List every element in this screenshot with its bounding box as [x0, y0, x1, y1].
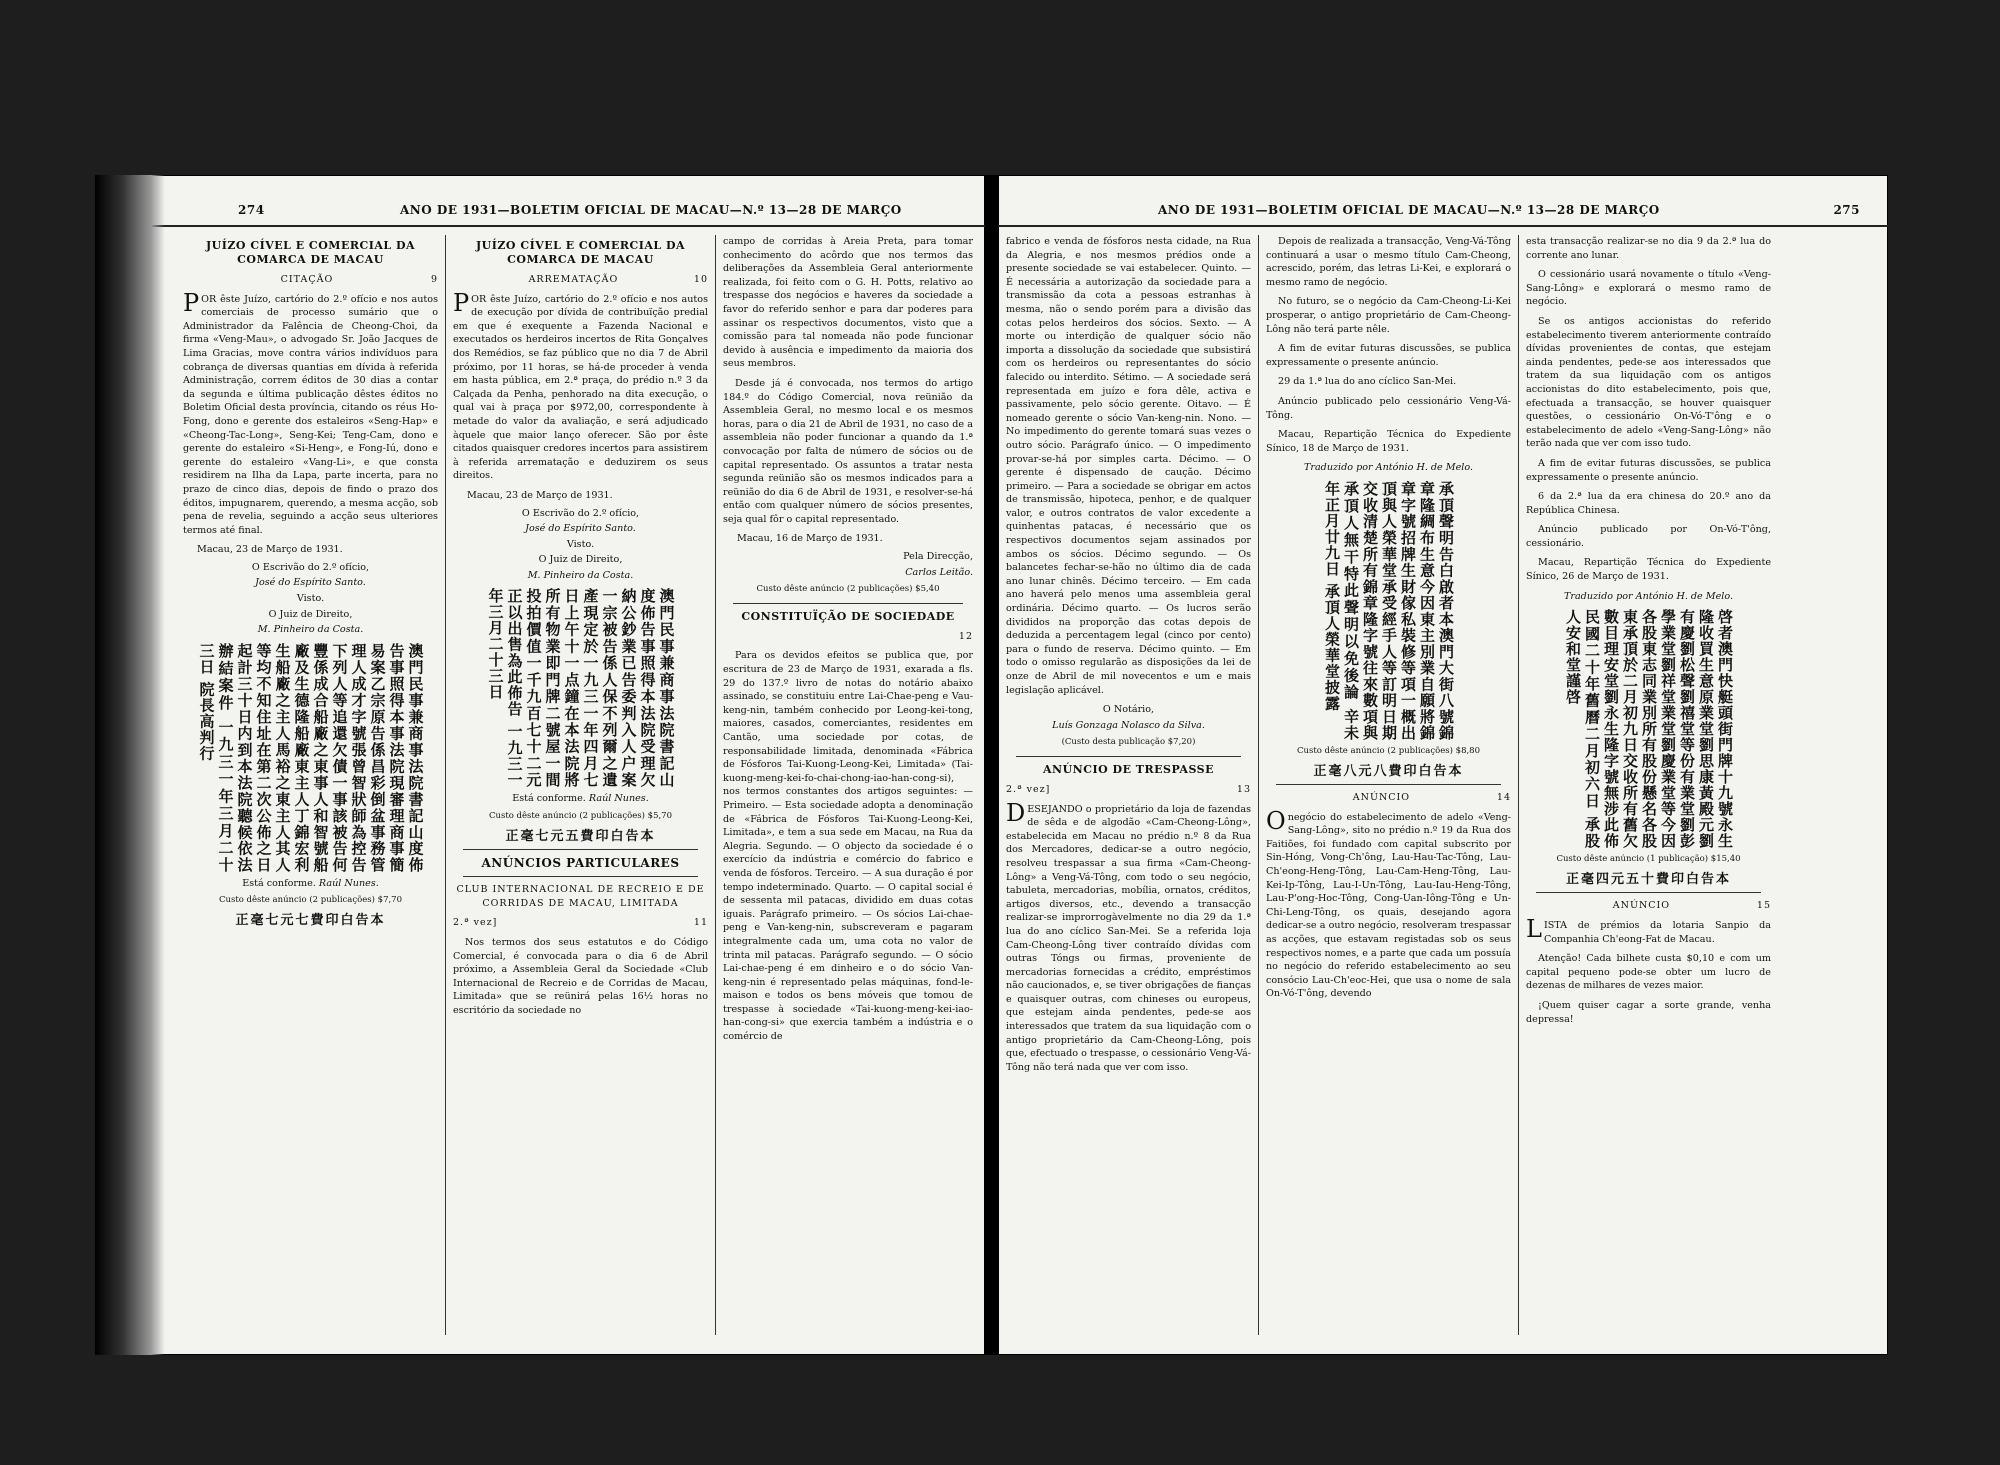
- cost-chinese: 正毫七元七費印白告本: [235, 913, 386, 929]
- lunar-date: 6 da 2.ª lua da era chinesa do 20.º ano da República Chinesa.: [1526, 491, 1771, 516]
- translator: Traduzido por António H. de Melo.: [1563, 590, 1734, 602]
- anuncio-body-cont: esta transacção realizar-se no dia 9 da 2.ª lua do corrente ano lunar.: [1526, 236, 1771, 261]
- right-page-number: 275: [1833, 203, 1860, 217]
- book-gutter: [985, 175, 998, 1355]
- left-page: [95, 175, 985, 1355]
- published-by: Anúncio publicado por On-Vó-T'ông, cessionário.: [1526, 524, 1771, 549]
- divider: [1016, 756, 1241, 757]
- anuncio-title: ANÚNCIO 14: [1352, 792, 1511, 804]
- trespasse-title: ANÚNCIO DE TRESPASSE: [1043, 762, 1214, 776]
- trespasse-body-4: A fim de evitar futuras discussões, se publica expressamente o presente anúncio.: [1266, 343, 1511, 368]
- divider: [1536, 892, 1761, 893]
- translator: Traduzido por António H. de Melo.: [1303, 462, 1474, 474]
- section-title: JUÍZO CÍVEL E COMERCIAL DA COMARCA DE MACAU: [205, 239, 416, 266]
- lottery-question: ¡Quem quiser cagar a sorte grande, venha depressa!: [1526, 1000, 1771, 1025]
- left-col-2: [453, 235, 708, 1345]
- repartition: Macau, Repartição Técnica do Expediente Sínico, 18 de Março de 1931.: [1266, 429, 1511, 454]
- right-col-2: [1266, 235, 1511, 1345]
- constitution-title: CONSTITUÏÇÃO DE SOCIEDADE: [741, 609, 955, 623]
- cost-note: Custo dêste anúncio (2 publicações) $5,70: [488, 811, 672, 822]
- visto: Visto.: [566, 538, 595, 550]
- anuncio-body-3: Se os antigos accionistas do referido estabelecimento tiverem anteriormente contraído dívidas provenientes de contas, que estejam ainda pendentes, pede-se aos interessados que tratem da sua liquidação com os antigos accionistas do dito estabelecimento, pois que, efectuada a transacção, se houver quaisquer questões, o cessionário On-Vó-T'ông e o estabelecimento de adelo «Veng-Sang-Lông» não terão nada que ver com isso tudo.: [1526, 315, 1771, 450]
- date-line: Macau, 23 de Março de 1931.: [197, 544, 343, 556]
- right-page-header-title: ANO DE 1931—BOLETIM OFICIAL DE MACAU—N.º 13—28 DE MARÇO: [1158, 203, 1660, 217]
- chinese-notice: 澳門民事兼商事法院書記山度佈告事照得本法院受理欠納公鈔業已告委判入人户案一宗被告係人保不列爾之遺產現定於一九三一年四月七日上午十一点鐘在本法院將所有物業即門牌二號屋一間投拍價值一千九百七十二元正以出售為此佈告 一九三一年三月二十三日: [486, 588, 676, 789]
- divider: [463, 876, 698, 877]
- notary-title: O Notário,: [1102, 704, 1155, 716]
- constitution-body: Para os devidos efeitos se publica que, por escritura de 23 de Março de 1931, exarada a fls. 29 do 137.º livro de notas do notário abaixo assinado, se constituiu entre Lai-Chae-peng e Vau-keng-nin, também conhecido por Leong-kei-tong, maiores, casados, comerciantes, residentes em Cantão, uma sociedade por cotas, de responsabilidade limitada, denominada «Fábrica de Fósforos Tai-Kuong-Leong-Kei, Limitada» (Tai-kuong-meng-kei-fo-chai-chong-iao-han-cong-si), nos termos constantes dos artigos seguintes: — Primeiro. — Esta sociedade adopta a denominação de «Fábrica de Fósforos Tai-Kuong-Leong-Kei, Limitada», e tem a sua sede em Macau, na Rua da Alegria. Segundo. — O objecto da sociedade é o exercício da indústria e comércio do fabrico e venda de fósforos. Terceiro. — A sua duração é por tempo indeterminado. Quarto. — O capital social é de sessenta mil patacas, dividido em duas cotas iguais. Parágrafo primeiro. — Os sócios Lai-chae-peng e Van-keng-nin, subscreveram e pagaram integralmente cada um, uma cota no valor de trinta mil patacas. Parágrafo segundo. — O sócio Lai-chae-peng é em dinheiro e o do sócio Van-keng-nin é representado pelas máquinas, fond-le-maison e todos os bens móveis que tomou de trespasse à sociedade «Tai-kuong-meng-kei-iao-han-cong-si» que exercia também a indústria e o comércio de: [723, 650, 973, 1043]
- conform-line: Está conforme. Raúl Nunes.: [512, 793, 649, 805]
- clerk-name: José do Espírito Santo.: [525, 523, 636, 535]
- lottery-body: LISTA de prémios da lotaria Sanpio da Companhia Ch'eong-Fat de Macau.: [1526, 915, 1771, 945]
- right-col-1: [1006, 235, 1251, 1345]
- column-rule: [1518, 235, 1519, 1335]
- notary-name: Luís Gonzaga Nolasco da Silva.: [1052, 719, 1205, 731]
- anuncio-body-4: A fim de evitar futuras discussões, se publica expressamente o presente anúncio.: [1526, 457, 1771, 483]
- section-subtitle: ARREMATAÇÃO 10: [528, 274, 708, 285]
- right-page: [998, 175, 1888, 1355]
- book-edge-shadow: [95, 175, 165, 1355]
- cost-chinese: 正毫七元五費印白告本: [505, 828, 656, 844]
- chinese-notice: 澳門民事兼商事法院書記山度佈告事照得本事法院現審理商事簡易案乙宗原告係昌彩倒盆事務管理人成才字號張曾智狀師為控告下列人等追還欠債一事該被告何豐係成合船廠之東事人和智號船廠及生德隆船廠東主人丁錦宏利生船廠之主人馬裕之東主人其人等均不知住址在第二次公佈之日起計三十日内到本法院聽候依法辦結案件 一九三一年三月二十三日 院長高判行: [197, 642, 425, 873]
- anuncio-body-2: O cessionário usará novamente o título «Veng-Sang-Lông» e explorará o mesmo ramo de negócio.: [1526, 269, 1771, 308]
- lottery-attention: Atenção! Cada bilhete custa $0,10 e com um capital pequeno pode-se obter um lucro de dezenas de milhares de vezes maior.: [1526, 953, 1771, 992]
- cost-note: Custo dêste anúncio (2 publicações) $7,70: [218, 895, 402, 906]
- cost-note: Custo dêste anúncio (1 publicação) $15,40: [1556, 854, 1741, 865]
- club-body-2: Desde já é convocada, nos termos do artigo 184.º do Código Comercial, nova reünião da Assembleia Geral, no mesmo local e os mesmos horas, para o dia 21 de Abril de 1931, no caso de a assembleia não poder funcionar a quando da 1.ª convocação por falta de número de sócios ou de capital representado. Os assuntos a tratar nesta segunda reünião são os mesmos indicados para a reünião do dia 6 de Abril de 1931, e resolver-se-há então com qualquer número de sócios presentes, seja qual fôr o capital representado.: [723, 377, 973, 525]
- cost-note: (Custo desta publicação $7,20): [1061, 737, 1196, 748]
- ads-title: ANÚNCIOS PARTICULARES: [481, 856, 680, 871]
- date-line: Macau, 23 de Março de 1931.: [467, 489, 613, 501]
- constitution-body-cont: fabrico e venda de fósforos nesta cidade, na Rua da Alegria, e nos mesmos prédios onde a presente sociedade se vai estabelecer. Quinto. — É necessária a autorização da sociedade para a transmissão da cota a pessoas estranhas à mesma, não o sendo porém para a divisão das cotas pelos herdeiros dos sócios. Sexto. — A morte ou interdição de qualquer sócio não importa a dissolução da sociedade que subsistirá com os herdeiros ou representantes do sócio falecido ou interdito. Sétimo. — A sociedade será representada em juízo e fora dêle, activa e passivamente, pelo sócio gerente. Oitavo. — É nomeado gerente o sócio Van-keng-nin. Nono. — No impedimento do gerente tomará suas vezes o outro sócio. Parágrafo único. — O impedimento provar-se-há por simples carta. Décimo. — O gerente é dispensado de caução. Décimo primeiro. — Para a sociedade se obrigar em actos de transmissão, hipoteca, penhor, e de qualquer valor, e outros contratos de valor excedente a quinhentas patacas, é necessário que os respectivos documentos sejam assinados por ambos os sócios. Décimo segundo. — Os balancetes fechar-se-hão no último dia de cada ano lunar chinês. Décimo terceiro. — Em cada ano haverá pelo menos uma assembleia geral ordinária. Décimo quarto. — Os lucros serão divididos na proporção das cotas depois de deduzida a percentagem legal (cinco por cento) para o fundo de reserva. Décimo quinto. — Em todo o omisso regularão as disposições da lei de onze de Abril de mil novecentos e um e mais legislação aplicável.: [1006, 236, 1251, 696]
- conform-line: Está conforme. Raúl Nunes.: [242, 877, 379, 889]
- left-page-number: 274: [238, 203, 265, 217]
- club-body-cont: campo de corridas à Areia Preta, para tomar conhecimento do acôrdo que nos termos das deliberações da Assembleia Geral anteriormente realizada, foi feito com o G. H. Potts, relativo ao trespasse dos negócios e haveres da sociedade a favor do referido senhor e para dar poderes para assinar os respectivos documentos, visto que a comissão para tal nomeada não pode funcionar devido à ausência e impedimento da maioria dos seus membros.: [723, 236, 973, 370]
- clerk-title: O Escrivão do 2.º ofício,: [521, 507, 640, 519]
- anuncio-body: Onegócio do estabelecimento de adelo «Veng-Sang-Lông», sito no prédio n.º 19 da Rua dos Faitiões, foi fundado com capital subscrito por Sin-Hóng, Vong-Ch'ông, Lau-Hau-Tac-Tông, Lau-Ch'eong-Heng-Tông, Lau-Cam-Heng-Tông, Lau-Kei-Ip-Tông, Lau-I-Un-Tông, Lau-Iau-Heng-Tông, Lau-P'ong-Hoc-Tông, Cong-Uan-Iông-Tông e Un-Chi-Leng-Tông, os quais, desejando agora dedicar-se a outro negócio, resolveram trespassar as acções, que estavam registadas sob os seus respectivos nomes, e a parte que cada um possuía no negócio do referido estabelecimento ao seu consócio Lau-Ch'eoc-Hei, que usa o nome de sala On-Vó-T'ông, devendo: [1266, 806, 1511, 1000]
- clerk-name: José do Espírito Santo.: [255, 577, 366, 589]
- citacao-body: POR êste Juízo, cartório do 2.º ofício e nos autos comerciais de processo sumário que o Administrador da Falência de Cheong-Choi, da firma «Veng-Mau», o advogado Sr. João Jacques de Lima Gracias, move contra vários indivíduos para cobrança de diversas quantias em dívida à referida Administração, correm éditos de 30 dias a contar da segunda e última publicação dêstes éditos no Boletim Oficial desta província, citando os réus Ho-Fong, dono e gerente dos estaleiros «Seng-Hap» e «Cheong-Tac-Long», Seng-Kei; Teng-Cam, dono e gerente do estaleiro «Si-Heng», e Fong-Iú, dono e gerente do estaleiro «Vang-Li», e que consta residirem na Ilha da Lapa, parte incerta, para no prazo de cinco dias, depois de findo o prazo dos éditos, impugnarem, querendo, a mesma acção, sob pena de revelia, seguindo a acção seus ulteriores termos até final.: [183, 288, 438, 536]
- judge-name: M. Pinheiro da Costa.: [527, 569, 634, 581]
- direction-name: Carlos Leitão.: [905, 566, 973, 578]
- section-subtitle: CITAÇÃO 9: [280, 274, 438, 285]
- column-rule: [715, 235, 716, 1335]
- published-by: Anúncio publicado pelo cessionário Veng-Vá-Tông.: [1266, 395, 1511, 421]
- right-col-3: [1526, 235, 1771, 1345]
- divider: [1276, 784, 1501, 785]
- club-title: CLUB INTERNACIONAL DE RECREIO E DE CORRIDAS DE MACAU, LIMITADA: [456, 884, 705, 909]
- left-col-1: [183, 235, 438, 1345]
- club-vez: 2.ª vez] 11: [453, 917, 708, 929]
- clerk-title: O Escrivão do 2.º ofício,: [251, 561, 370, 573]
- judge-title: O Juiz de Direito,: [538, 554, 623, 566]
- divider: [463, 849, 698, 850]
- left-col-3: [723, 235, 973, 1345]
- cost-note: Custo dêste anúncio (2 publicações) $8,80: [1296, 745, 1480, 756]
- arrematacao-body: POR êste Juízo, cartório do 2.º ofício e nos autos de execução por dívida de contribuïção predial em que é exequente a Fazenda Nacional e executados os herdeiros incertos de Rita Gonçalves dos Remédios, se faz público que no dia 7 de Abril próximo, por 11 horas, se há-de proceder à venda em hasta pública, em 2.ª praça, do prédio n.º 3 da Calçada da Penha, penhorado na dita execução, o qual vai à praça por $972,00, correspondente à metade do valor da avaliação, e será adjudicado àquele que maior lanço oferecer. São por êste citados quaisquer credores incertos para assistirem à referida arrematação e deduzirem os seus direitos.: [453, 288, 708, 482]
- anuncio-title: ANÚNCIO 15: [1612, 900, 1771, 912]
- judge-title: O Juiz de Direito,: [268, 608, 353, 620]
- left-page-header-title: ANO DE 1931—BOLETIM OFICIAL DE MACAU—N.º 13—28 DE MARÇO: [400, 203, 902, 217]
- section-title: JUÍZO CÍVEL E COMERCIAL DA COMARCA DE MACAU: [475, 239, 686, 266]
- direction-title: Pela Direcção,: [903, 551, 973, 563]
- column-rule: [445, 235, 446, 1335]
- judge-name: M. Pinheiro da Costa.: [257, 624, 364, 636]
- left-page-header: [95, 197, 985, 227]
- chinese-notice: 承頂聲明告白啟者本澳門大街八號錦章隆綢布生意今因東主別業自願將錦章字號招牌生財傢私裝修等項一概出頂與人榮華堂承受經手人等訂明日期交收清楚所有錦章隆字號往來數項與承頂人無干特此聲明以免後論 辛未年正月廿九日 承頂人榮華堂披露: [1323, 480, 1455, 741]
- right-page-header: [998, 197, 1888, 227]
- constitution-number: 12: [958, 630, 973, 642]
- cost-chinese: 正毫四元五十費印白告本: [1565, 871, 1731, 887]
- repartition: Macau, Repartição Técnica do Expediente Sínico, 26 de Março de 1931.: [1526, 557, 1771, 583]
- club-body: Nos termos dos seus estatutos e do Código Comercial, é convocada para o dia 6 de Abril próximo, a Assembleia Geral da Sociedade «Club Internacional de Recreio e de Corridas de Macau, Limitada» que se reünirá pelas 16½ horas no escritório da sociedade no: [453, 937, 708, 1016]
- chinese-notice: 啓者澳門快艇頭街門牌十九號永生隆收買生意原業堂劉思康黃殿元劉有慶劉松聲劉禧堂等份有業堂劉彭學業堂劉祥堂業堂劉慶業堂等今因各股東志同業別所有股份懸名各股東承頂於二月初九日交收所有舊欠數目理安堂劉永生隆字號無涉此佈 民國二十年舊曆二月初六日 承股人安和堂謹啓: [1564, 609, 1734, 850]
- visto: Visto.: [296, 593, 325, 605]
- cost-note: Custo dêste anúncio (2 publicações) $5,40: [756, 584, 940, 595]
- trespasse-body: DESEJANDO o proprietário da loja de fazendas de sêda e de algodão «Cam-Cheong-Lông», estabelecida em Macau no prédio n.º 8 da Rua dos Mercadores, dedicar-se a outro negócio, resolveu trespassar a sua firma «Cam-Cheong-Lông» a Veng-Vá-Tông, com todo o seu negócio, tabuleta, mercadorias, mobília, ornatos, créditos, artigos diversos, etc., devendo a transacção realizar-se improrrogàvelmente no dia 29 da 1.ª lua do ano cíclico San-Mei. Se a referida loja Cam-Cheong-Lông tiver contraído dívidas com outras Tóngs ou firmas, proveniente de mercadorias fornecidas a crédito, empréstimos não caucionados, e, se tiver obrigações de fianças e quaisquer outras, com chineses ou europeus, que estejam ainda pendentes, pede-se aos interessados que tratem da sua liquidação com o antigo proprietário da Cam-Cheong-Lông, pois que, efectuado o trespasse, o cessionário Veng-Vá-Tông não terá nada que ver com isso.: [1006, 798, 1251, 1073]
- trespasse-body-2: Depois de realizada a transacção, Veng-Vá-Tông continuará a usar o mesmo título Cam-Cheong, acrescido, porém, das letras Li-Kei, e explorará o mesmo ramo de negócio.: [1266, 236, 1511, 288]
- trespasse-vez: 2.ª vez] 13: [1006, 783, 1251, 795]
- cost-chinese: 正毫八元八費印白告本: [1313, 763, 1464, 779]
- date-line: Macau, 16 de Março de 1931.: [737, 533, 883, 545]
- trespasse-body-3: No futuro, se o negócio da Cam-Cheong-Li-Kei prosperar, o antigo proprietário de Cam-Cheong-Lông não terá parte nêle.: [1266, 296, 1511, 335]
- column-rule: [1258, 235, 1259, 1335]
- lunar-date: 29 da 1.ª lua do ano cíclico San-Mei.: [1278, 376, 1457, 388]
- divider: [733, 603, 963, 604]
